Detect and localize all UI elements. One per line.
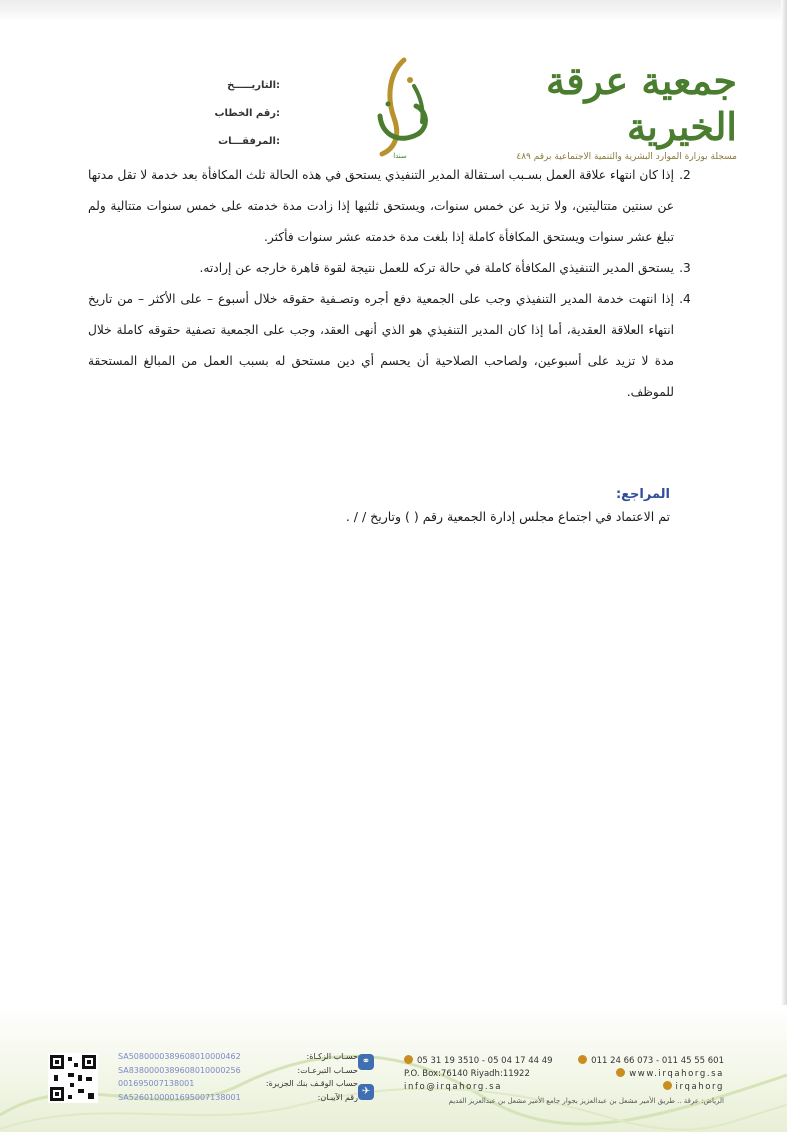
date-label: التاريـــــخ: (227, 80, 280, 91)
email-link[interactable]: info@irqahorg.sa (404, 1082, 503, 1092)
references-title: المراجع: (615, 487, 670, 502)
account-label: حسـاب التبرعـات: (297, 1065, 358, 1075)
clause-text: إذا كان انتهاء علاقة العمل بسـبب اسـتقالة المدير التنفيذي يستحق في هذه الحالة ثلث المكافأة بعد خدمة لا تقل مدتها عن سنتين متتاليتين، ولا تزيد عن خمس سنوات، ويستحق ثلثيها إذا زادت مدة خدمته على خمس سنوات متتالية ولم تبلغ عشر سنوات ويستحق المكافأة كاملة إذا بلغت مدة خدمته عشر سنوات فأكثر. (88, 168, 674, 244)
po-box: P.O. Box:76140 Riyadh:11922 (404, 1069, 530, 1079)
clause-3 (88, 253, 696, 284)
account-number: 001695007138001 (118, 1079, 195, 1088)
qr-code (48, 1053, 98, 1103)
clause-number: 2. (679, 168, 691, 182)
approval-line: تم الاعتماد في اجتماع مجلس إدارة الجمعية رقم ( ) وتاريخ / / . (345, 509, 670, 524)
phone-row (404, 1055, 724, 1068)
mobile-numbers: 05 31 19 3510 - 05 04 17 44 49 (417, 1056, 553, 1066)
account-row (118, 1091, 358, 1105)
account-row (118, 1064, 358, 1078)
registration-text: مسجلة بوزارة الموارد البشرية والتنمية الاجتماعية برقم ٤٨٩ (516, 152, 737, 162)
pobox-row (404, 1068, 724, 1081)
clause-number: 3. (679, 261, 691, 275)
bank-accounts (118, 1050, 358, 1104)
clause-4 (88, 284, 696, 408)
bank-logo-icon: ⚭ (358, 1054, 374, 1070)
website-link[interactable]: www.irqahorg.sa (629, 1069, 724, 1079)
globe-icon (616, 1068, 625, 1077)
account-label: حساب الوقـف بنك الجزيرة: (265, 1079, 358, 1088)
account-row (118, 1050, 358, 1064)
page-top-strip (0, 0, 787, 22)
mobile-icon (404, 1055, 413, 1064)
page-right-edge (781, 0, 787, 1132)
social-icons (663, 1081, 672, 1090)
organization-logo (487, 58, 737, 162)
account-number: SA5260100001695007138001 (118, 1092, 241, 1102)
clause-number: 4. (679, 292, 691, 306)
clause-2 (88, 160, 696, 253)
account-number: SA5080000389608010000462 (118, 1052, 241, 1061)
letter-meta (200, 72, 280, 156)
account-row (118, 1077, 358, 1091)
account-label: رقم الآيبـان: (317, 1092, 358, 1102)
organization-name: جمعية عرقة الخيرية (545, 58, 737, 149)
clause-text: إذا انتهت خدمة المدير التنفيذي وجب على الجمعية دفع أجره وتصـفية حقوقه خلال أسبوع – على الأكثر – من تاريخ انتهاء العلاقة العقدية، أما إذا كان المدير التنفيذي هو الذي أنهى العقد، وجب على الجمعية تصفية حقوقه كاملة خلال مدة لا تزيد على أسبوعين، ولصاحب الصلاحية أن يحسم أي دين مستحق له بسبب العمل من المبالغ المستحقة للموظف. (88, 292, 674, 399)
bank-alt-icon: ✈ (358, 1084, 374, 1100)
vision-mark-text: سندا (393, 152, 407, 160)
letter-number-label: رقم الخطاب: (214, 108, 280, 119)
document-body (88, 160, 696, 408)
account-number: SA8380000389608010000256 (118, 1065, 241, 1075)
address-line: الرياض: عرقة .. طريق الأمير مشعل بن عبدالعزيز بجوار جامع الأمير مشعل بن عبدالعزيز القديم (448, 1097, 724, 1105)
references-section (100, 484, 670, 528)
account-label: حسـاب الزكـاة: (306, 1052, 358, 1061)
social-handle[interactable]: irqahorg (675, 1082, 724, 1092)
attachments-label: المرفقـــات: (218, 136, 280, 147)
vision-logo-mark (360, 56, 440, 160)
landline-numbers: 011 24 66 073 - 011 45 55 601 (591, 1056, 724, 1066)
clause-text: يستحق المدير التنفيذي المكافأة كاملة في حالة تركه للعمل نتيجة لقوة قاهرة خارجه عن إرادته. (199, 261, 674, 275)
phone-icon (578, 1055, 587, 1064)
bank-icons (358, 1054, 378, 1114)
email-row (404, 1081, 724, 1094)
contact-info (404, 1055, 724, 1108)
